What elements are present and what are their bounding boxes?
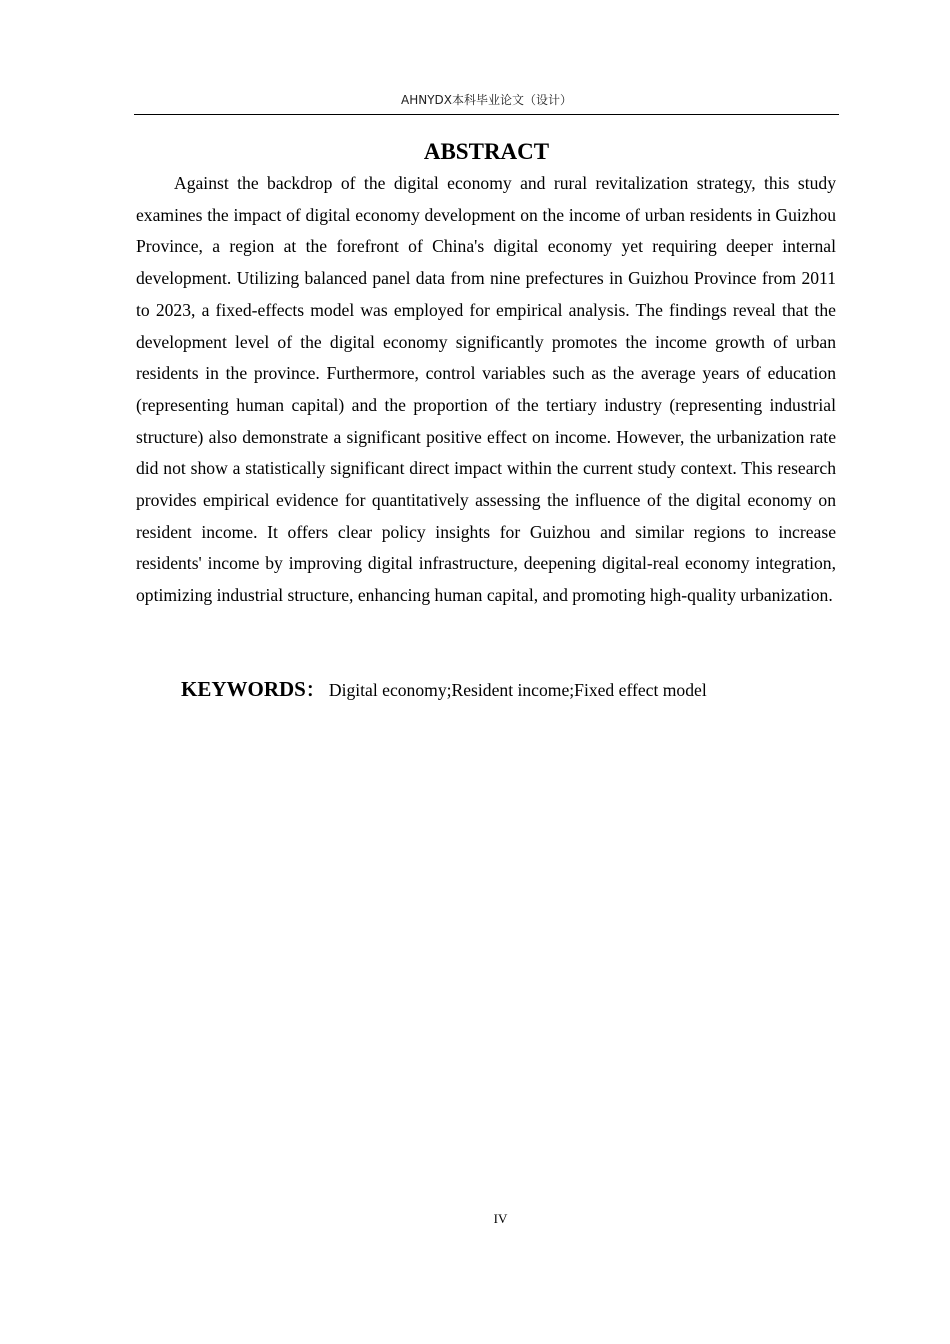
- header-rule: [134, 114, 839, 115]
- keywords-line: [181, 674, 841, 705]
- page-number: IV: [493, 1211, 508, 1226]
- abstract-body: Against the backdrop of the digital economy and rural revitalization strategy, this study examines the impact of digital economy development on the income of urban residents in Guizhou Province, a region at the forefront of China's digital economy yet requiring deeper internal development. Utilizing balanced panel data from nine prefectures in Guizhou Province from 2011 to 2023, a fixed-effects model was employed for empirical analysis. The findings reveal that the development level of the digital economy significantly promotes the income growth of urban residents in the province. Furthermore, control variables such as the average years of education (representing human capital) and the proportion of the tertiary industry (representing industrial structure) also demonstrate a significant positive effect on income. However, the urbanization rate did not show a statistically significant direct impact within the current study context. This research provides empirical evidence for quantitatively assessing the influence of the digital economy on resident income. It offers clear policy insights for Guizhou and similar regions to increase residents' income by improving digital infrastructure, deepening digital-real economy integration, optimizing industrial structure, enhancing human capital, and promoting high-quality urbanization.: [136, 173, 836, 606]
- running-header: AHNYDX本科毕业论文（设计）: [400, 93, 572, 107]
- keywords-text: Digital economy;Resident income;Fixed effect model: [328, 680, 707, 700]
- abstract-title: ABSTRACT: [423, 139, 550, 164]
- keywords-label: KEYWORDS: [181, 677, 306, 701]
- keywords-separator: ：: [305, 680, 325, 701]
